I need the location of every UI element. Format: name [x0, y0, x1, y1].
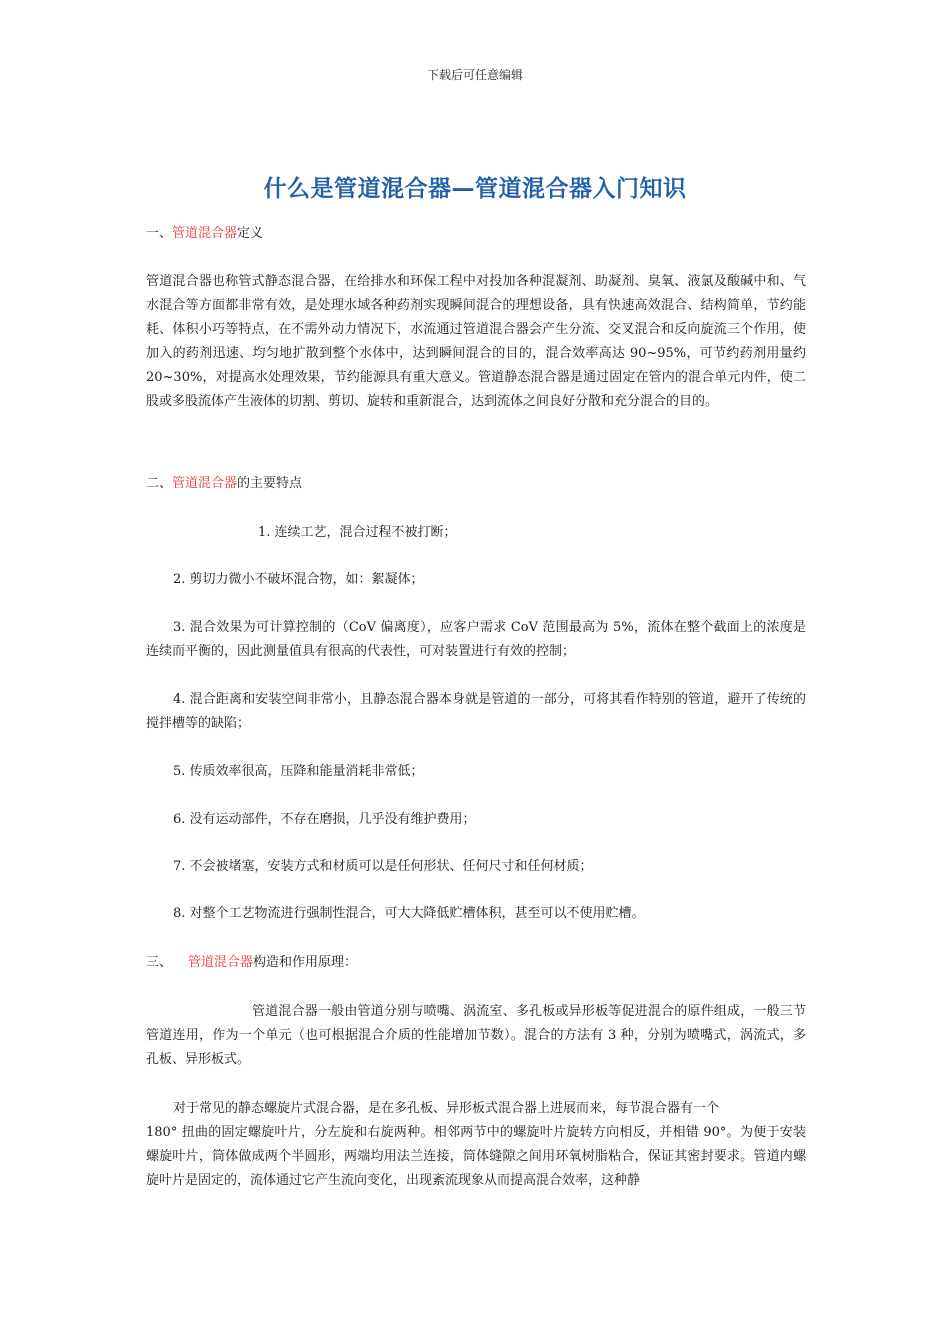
feature-item-7: 7. 不会被堵塞，安装方式和材质可以是任何形状、任何尺寸和任何材质；	[173, 859, 593, 874]
section-2-heading	[146, 472, 806, 496]
feature-item-1: 1. 连续工艺，混合过程不被打断；	[258, 525, 457, 540]
section-1-keyword: 管道混合器	[172, 226, 238, 241]
section-2-prefix: 二、	[146, 476, 173, 491]
section-3-keyword: 管道混合器	[188, 955, 254, 970]
section-1-heading	[146, 222, 806, 246]
section-1-suffix: 定义	[237, 226, 264, 241]
section-1-prefix: 一、	[146, 226, 173, 241]
feature-item-3: 3. 混合效果为可计算控制的（CoV 偏离度），应客户需求 CoV 范围最高为 5%，流体在整个截面上的浓度是连续而平衡的，因此测量值具有很高的代表性，可对装置进行有效的控制；	[146, 620, 806, 659]
feature-item-8: 8. 对整个工艺物流进行强制性混合，可大大降低贮槽体积，甚至可以不使用贮槽。	[173, 906, 645, 921]
feature-item-6: 6. 没有运动部件，不存在磨损，几乎没有维护费用；	[173, 812, 476, 827]
section-3-suffix: 构造和作用原理：	[253, 955, 358, 970]
page-header: 下载后可任意编辑	[426, 68, 523, 82]
feature-item-5: 5. 传质效率很高，压降和能量消耗非常低；	[173, 764, 424, 779]
feature-item-4: 4. 混合距离和安装空间非常小，且静态混合器本身就是管道的一部分，可将其看作特别的管道，避开了传统的搅拌槽等的缺陷；	[146, 692, 806, 731]
section-3-paragraph-1: 管道混合器一般由管道分别与喷嘴、涡流室、多孔板或异形板等促进混合的原件组成，一般三节管道连用，作为一个单元（也可根据混合介质的性能增加节数）。混合的方法有 3 种，分别为喷嘴式，涡流式，多孔板、异形板式。	[146, 1004, 806, 1067]
section-1-paragraph: 管道混合器也称管式静态混合器，在给排水和环保工程中对投加各种混凝剂、助凝剂、臭氧、液氯及酸碱中和、气水混合等方面都非常有效，是处理水域各种药剂实现瞬间混合的理想设备，具有快速高效混合、结构简单，节约能耗、体积小巧等特点，在不需外动力情况下，水流通过管道混合器会产生分流、交叉混合和反向旋流三个作用，使加入的药剂迅速、均匀地扩散到整个水体中，达到瞬间混合的目的，混合效率高达 90~95%，可节约药剂用量约 20~30%，对提高水处理效果，节约能源具有重大意义。管道静态混合器是通过固定在管内的混合单元内件，使二股或多股流体产生液体的切割、剪切、旋转和重新混合，达到流体之间良好分散和充分混合的目的。	[146, 274, 806, 409]
section-3-paragraph-2-rest: 180° 扭曲的固定螺旋叶片，分左旋和右旋两种。相邻两节中的螺旋叶片旋转方向相反，并相错 90°。为便于安装螺旋叶片，筒体做成两个半圆形，两端均用法兰连接，筒体缝隙之间用环氧树脂粘合，保证其密封要求。管道内螺旋叶片是固定的，流体通过它产生流向变化，出现紊流现象从而提高混合效率，这种静	[146, 1125, 806, 1188]
section-3-prefix: 三、	[146, 955, 173, 970]
section-3-paragraph-2-line-1: 对于常见的静态螺旋片式混合器，是在多孔板、异形板式混合器上进展而来，每节混合器有一个	[173, 1101, 720, 1116]
section-2-keyword: 管道混合器	[172, 476, 238, 491]
page-title: 什么是管道混合器—管道混合器入门知识	[263, 176, 687, 202]
section-3-heading	[146, 951, 806, 975]
section-2-suffix: 的主要特点	[237, 476, 303, 491]
feature-item-2: 2. 剪切力微小不破坏混合物，如：絮凝体；	[173, 572, 424, 587]
